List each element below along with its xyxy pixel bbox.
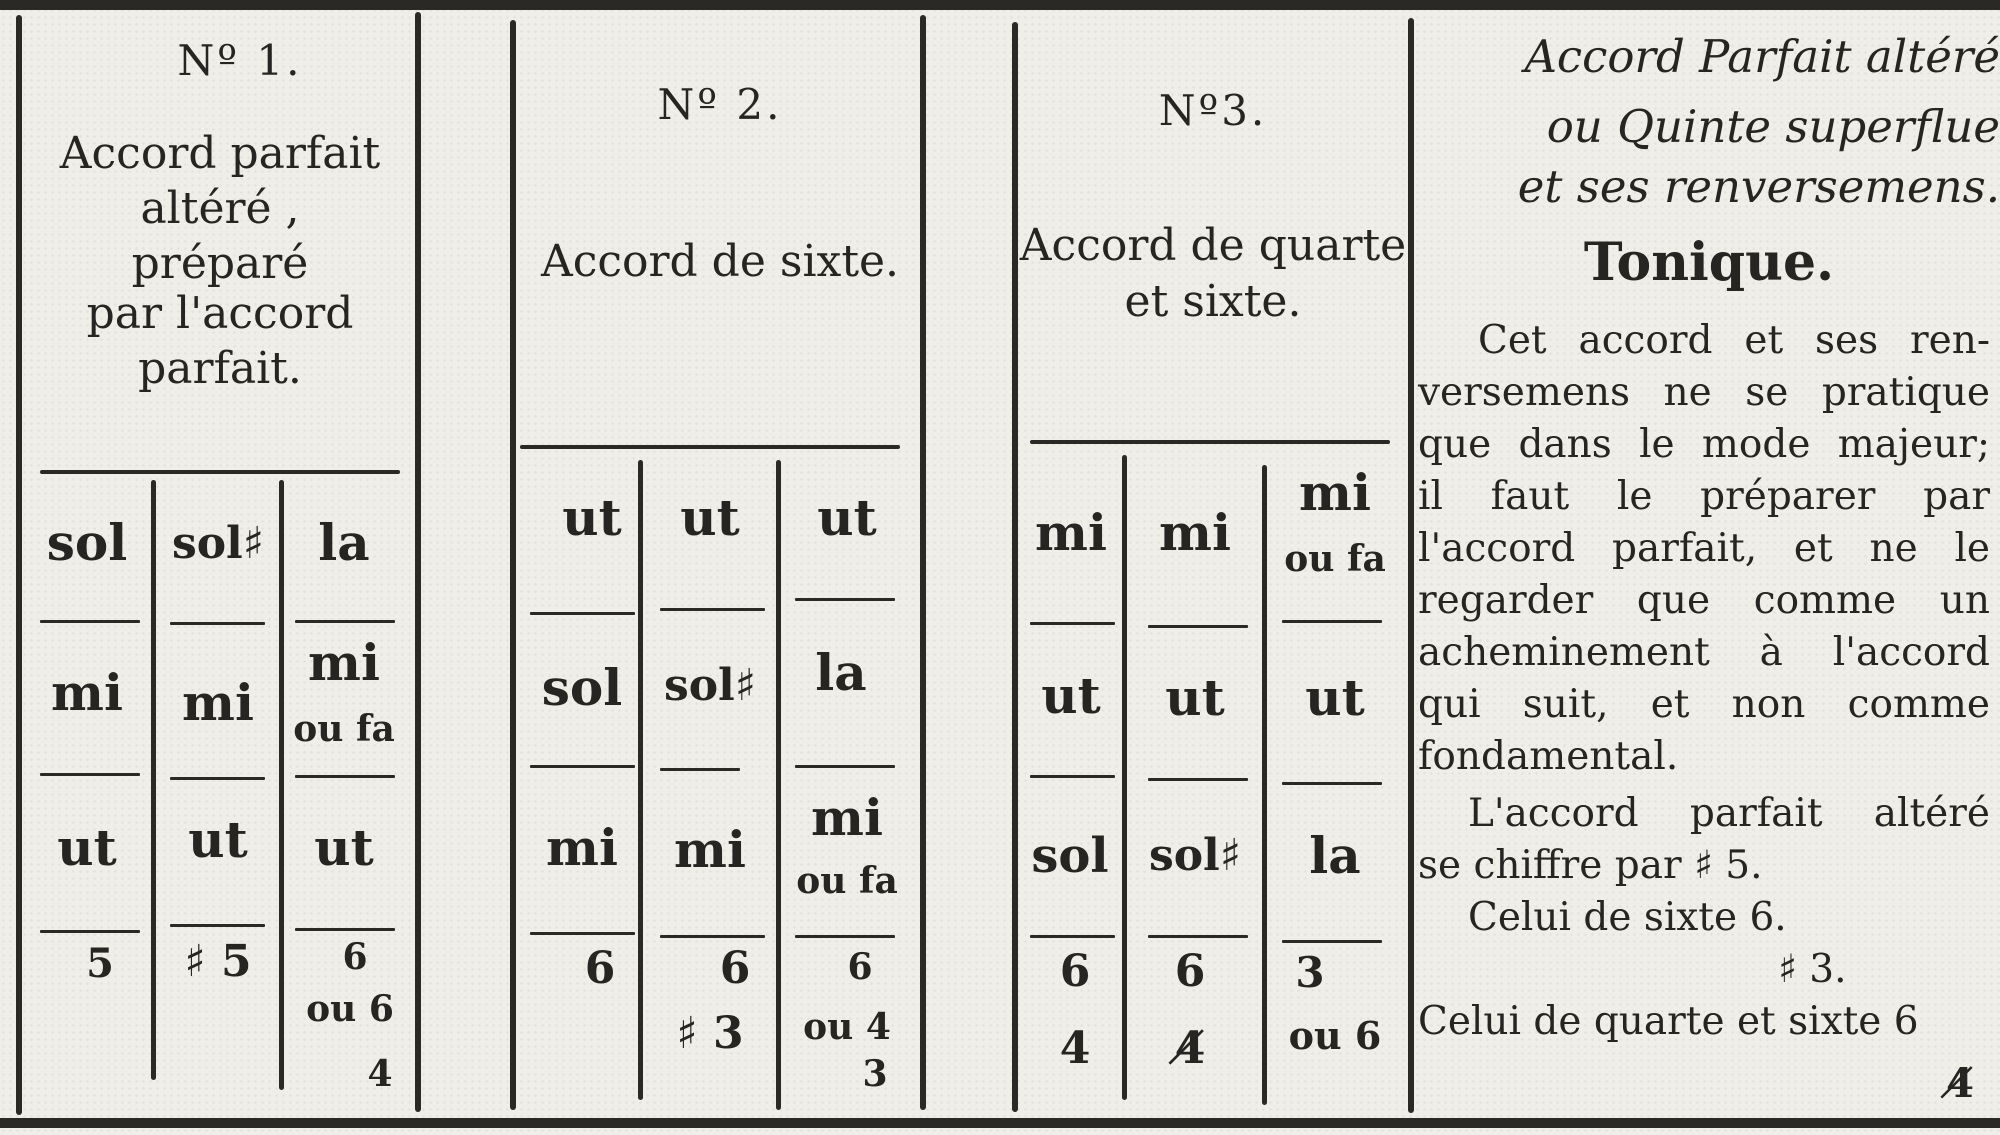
figured-bass: 4 xyxy=(1059,1023,1091,1074)
paragraph-line: l'accord parfait, et ne le xyxy=(1418,526,1990,571)
paragraph-line: Celui de quarte et sixte 6 xyxy=(1418,999,1919,1044)
chord-title: altéré , xyxy=(140,183,300,234)
paragraph-line: se chiffre par ♯ 5. xyxy=(1418,843,1763,888)
note: ut xyxy=(680,488,740,547)
note-alternative: ou fa xyxy=(293,708,395,750)
figured-bass: 6 xyxy=(1059,946,1091,997)
note: ut xyxy=(817,488,877,547)
row-rule xyxy=(295,775,395,778)
chord-title: Accord parfait xyxy=(59,128,381,179)
figured-bass: 4 xyxy=(367,1053,393,1095)
row-rule xyxy=(40,773,140,776)
column-rule xyxy=(920,15,926,1110)
figured-bass: 5 xyxy=(86,940,114,987)
note: sol♯ xyxy=(171,518,265,569)
note: la xyxy=(1309,826,1361,885)
note: ut xyxy=(1041,666,1101,725)
row-rule xyxy=(1282,940,1382,943)
chord-number: Nº 1. xyxy=(177,36,303,85)
note: mi xyxy=(51,663,123,722)
row-rule xyxy=(530,932,635,935)
paragraph-line: que dans le mode majeur; xyxy=(1418,422,1990,467)
paragraph-line: qui suit, et non comme xyxy=(1418,682,1990,727)
note: mi xyxy=(1299,463,1371,522)
note: mi xyxy=(546,818,618,877)
tonique-heading: Tonique. xyxy=(1583,232,1835,293)
sub-rule xyxy=(151,480,156,1080)
figured-bass: 3 xyxy=(1295,948,1325,997)
section-title: ou Quinte superflue xyxy=(1546,100,2000,153)
chord-title: parfait. xyxy=(138,343,302,394)
note: la xyxy=(318,513,370,572)
row-rule xyxy=(660,608,765,611)
note: ut xyxy=(1305,668,1365,727)
row-rule xyxy=(170,777,265,780)
cipher-paragraph xyxy=(1418,788,1990,1048)
corner-figure: 4̸ xyxy=(1946,1060,1974,1107)
row-rule xyxy=(1148,935,1248,938)
row-rule xyxy=(1030,775,1115,778)
note: ut xyxy=(314,818,374,877)
paragraph-line: regarder que comme un xyxy=(1418,578,1990,623)
note: sol♯ xyxy=(1148,830,1242,881)
bottom-rule xyxy=(0,1118,2000,1128)
figured-bass: 4̸ xyxy=(1174,1023,1206,1074)
paragraph-line: Cet accord et ses ren- xyxy=(1478,318,1990,363)
note: sol xyxy=(1031,828,1109,884)
column-rule xyxy=(1012,22,1018,1112)
paragraph-line: L'accord parfait altéré xyxy=(1468,791,1990,836)
note: sol xyxy=(541,658,623,717)
description-paragraph xyxy=(1418,315,1990,783)
paragraph-line: acheminement à l'accord xyxy=(1418,630,1990,675)
chord-title: et sixte. xyxy=(1124,276,1302,327)
chord-title: par l'accord xyxy=(86,288,354,339)
row-rule xyxy=(295,928,395,931)
note: sol xyxy=(46,513,128,572)
section-title: et ses renversemens. xyxy=(1517,160,2000,213)
figured-bass: ♯ 3 xyxy=(676,1008,744,1059)
figured-bass: 6 xyxy=(847,946,873,988)
paragraph-line: fondamental. xyxy=(1418,734,1679,779)
row-rule xyxy=(170,924,265,927)
header-rule xyxy=(520,445,900,449)
figured-bass: ♯ 5 xyxy=(184,936,252,987)
paragraph-line: ♯ 3. xyxy=(1778,947,1847,992)
note: ut xyxy=(562,488,622,547)
paragraph-line: versemens ne se pratique xyxy=(1418,370,1990,415)
column-rule xyxy=(510,20,516,1110)
header-rule xyxy=(40,470,400,474)
chord-number: Nº3. xyxy=(1158,86,1268,135)
row-rule xyxy=(1282,782,1382,785)
paragraph-line: il faut le préparer par xyxy=(1418,474,1990,519)
row-rule xyxy=(1148,778,1248,781)
row-rule xyxy=(1030,622,1115,625)
chord-title: Accord de quarte xyxy=(1019,220,1407,271)
figured-bass: 6 xyxy=(584,943,616,994)
row-rule xyxy=(1030,935,1115,938)
chord-title: Accord de sixte. xyxy=(540,236,900,287)
note: mi xyxy=(1159,503,1231,562)
column-rule xyxy=(1408,18,1414,1113)
note-alternative: ou fa xyxy=(1284,538,1386,580)
header-rule xyxy=(1030,440,1390,444)
note: la xyxy=(815,643,867,702)
row-rule xyxy=(660,768,740,771)
sub-rule xyxy=(638,460,643,1100)
note: ut xyxy=(57,818,117,877)
note-alternative: ou fa xyxy=(796,860,898,902)
figured-bass: ou 6 xyxy=(1288,1013,1382,1058)
note: mi xyxy=(182,673,254,732)
row-rule xyxy=(40,620,140,623)
row-rule xyxy=(1148,625,1248,628)
note: mi xyxy=(308,633,380,692)
top-rule xyxy=(0,0,2000,10)
row-rule xyxy=(40,930,140,933)
row-rule xyxy=(795,935,895,938)
row-rule xyxy=(530,765,635,768)
figured-bass: 6 xyxy=(719,943,751,994)
note: mi xyxy=(1035,503,1107,562)
figured-bass: 3 xyxy=(862,1053,888,1095)
section-title: Accord Parfait altéré xyxy=(1524,30,2000,83)
chord-title: préparé xyxy=(131,238,309,289)
row-rule xyxy=(795,598,895,601)
row-rule xyxy=(170,622,265,625)
note: ut xyxy=(188,810,248,869)
figured-bass: 6 xyxy=(342,936,368,978)
row-rule xyxy=(530,612,635,615)
row-rule xyxy=(660,935,765,938)
sub-rule xyxy=(279,480,284,1090)
row-rule xyxy=(795,765,895,768)
note: sol♯ xyxy=(663,660,757,711)
row-rule xyxy=(295,620,395,623)
row-rule xyxy=(1282,620,1382,623)
note: ut xyxy=(1165,668,1225,727)
figured-bass: ou 4 xyxy=(803,1006,891,1048)
note: mi xyxy=(811,788,883,847)
paragraph-line: Celui de sixte 6. xyxy=(1468,895,1787,940)
column-rule xyxy=(415,12,421,1112)
figured-bass: 6 xyxy=(1174,946,1206,997)
note: mi xyxy=(674,820,746,879)
chord-number: Nº 2. xyxy=(657,80,783,129)
figured-bass: ou 6 xyxy=(306,988,394,1030)
